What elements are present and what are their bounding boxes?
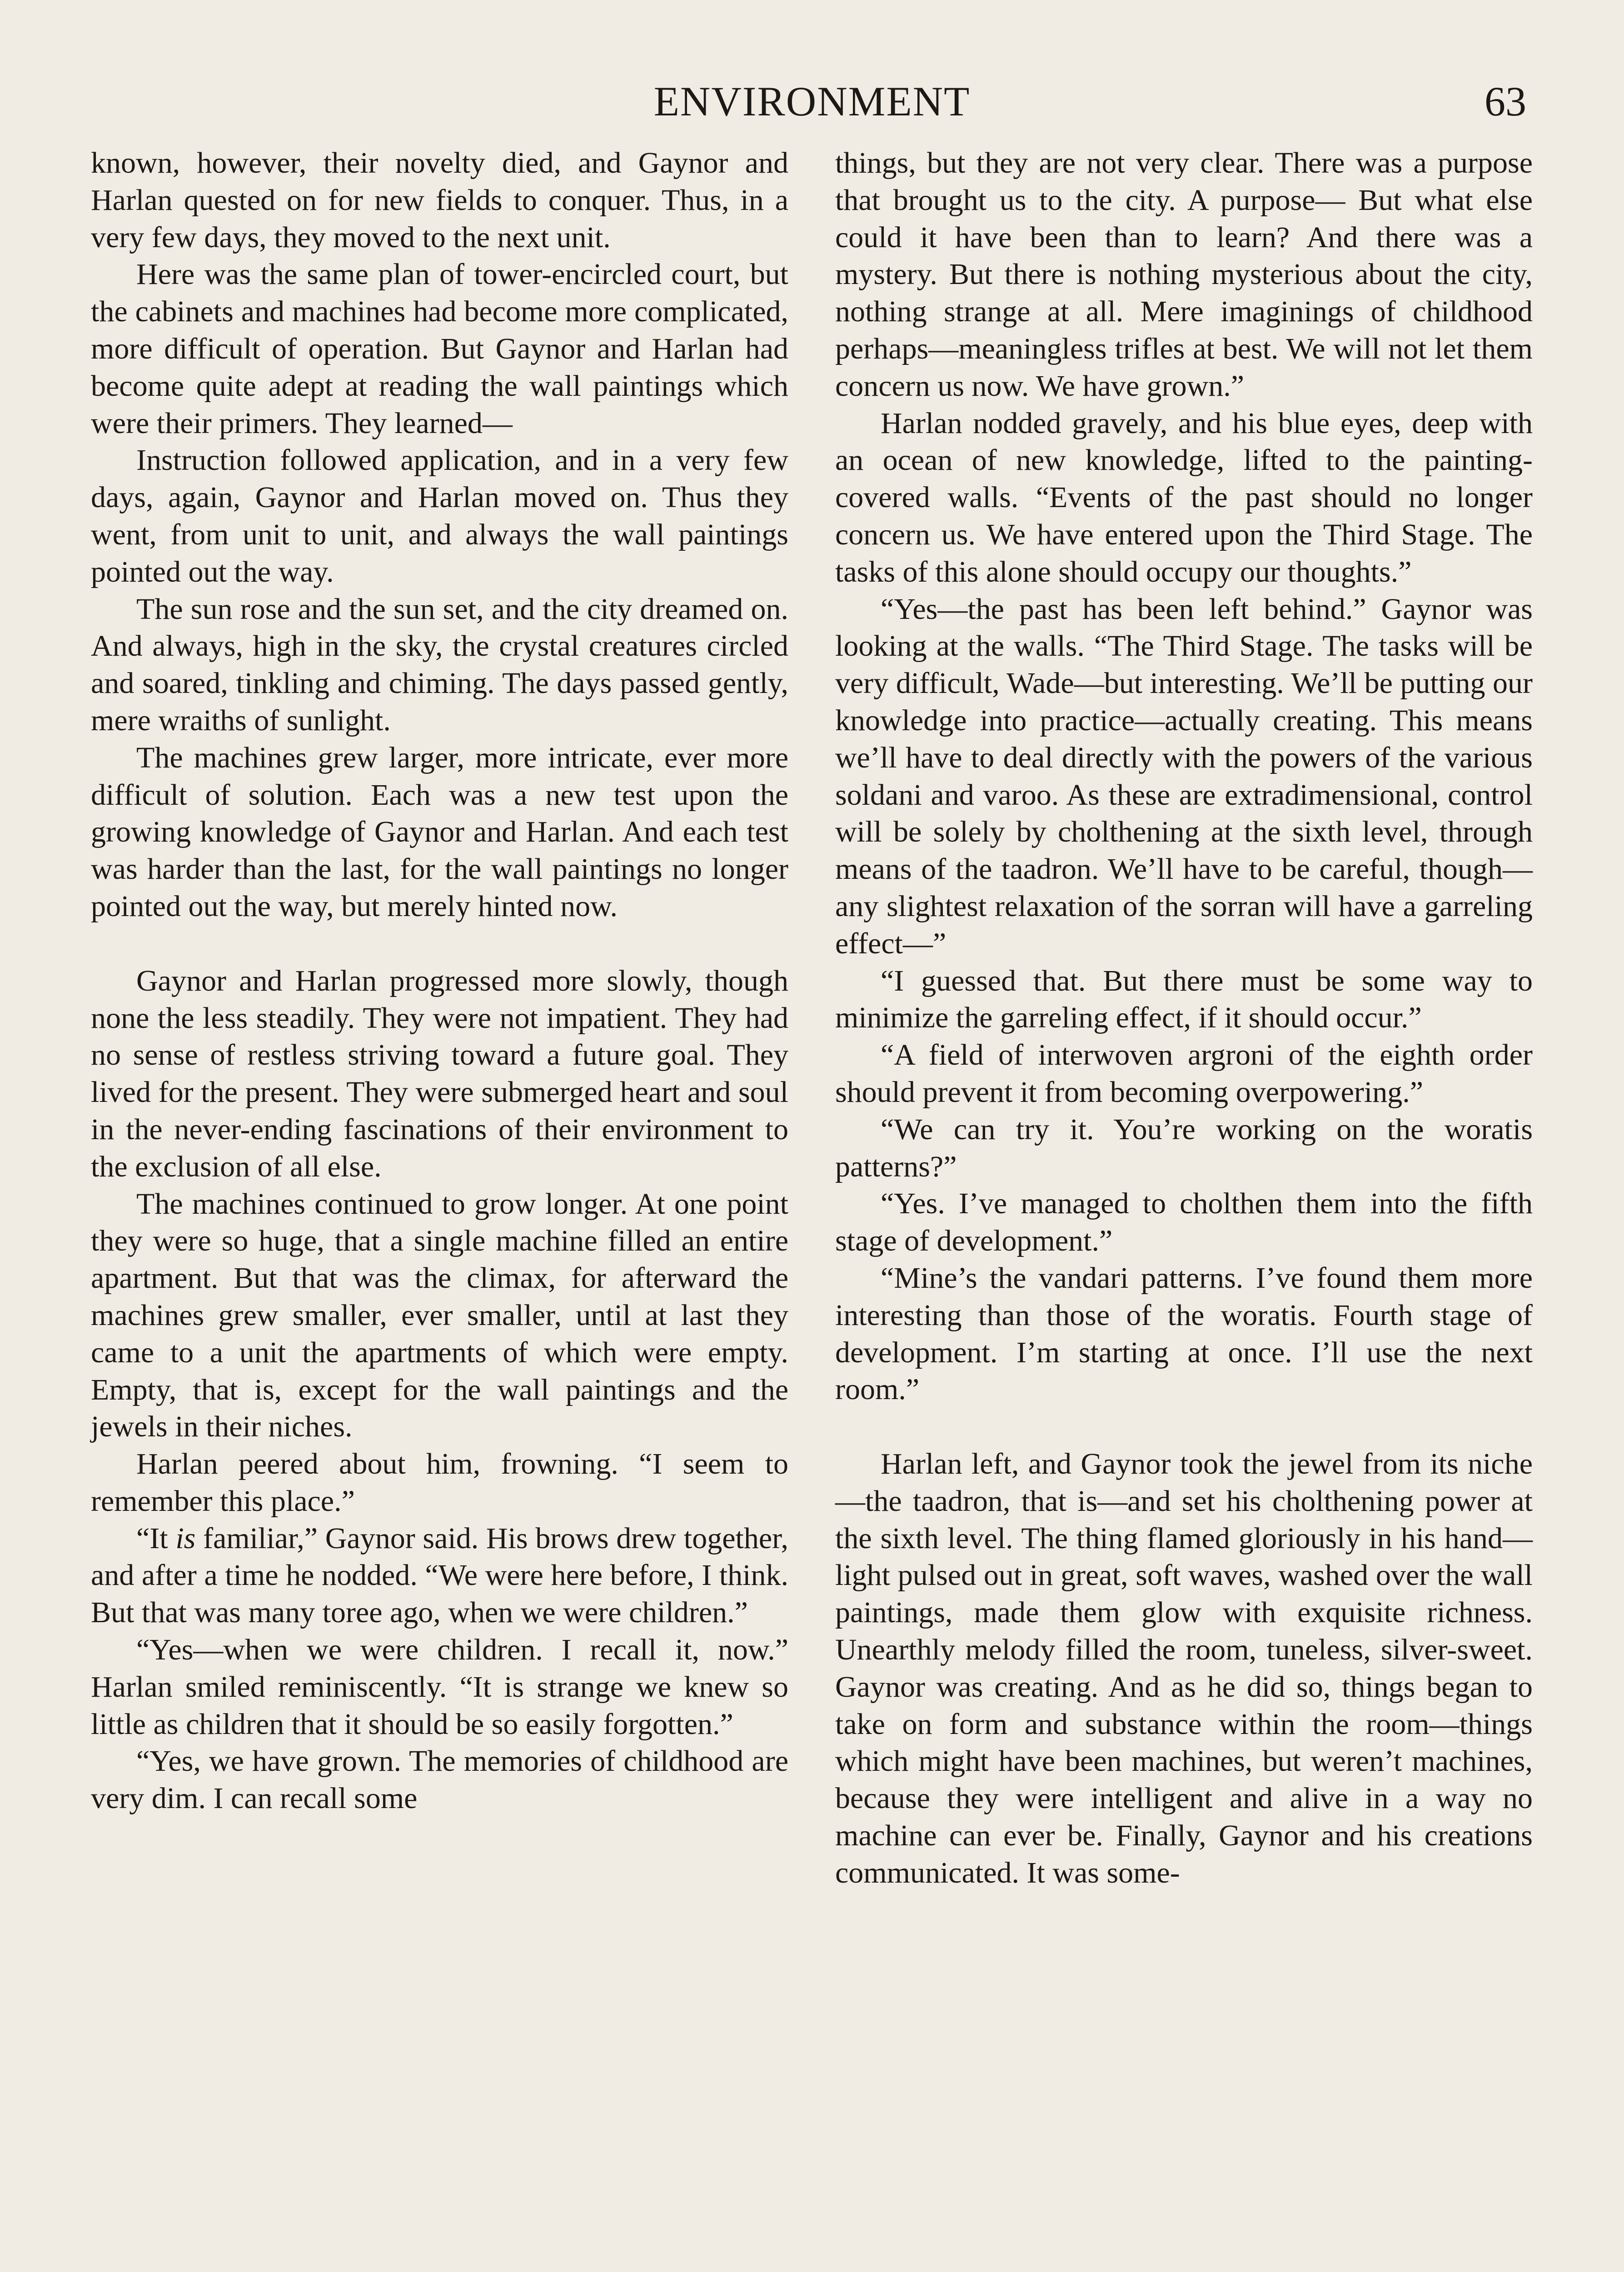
paragraph: The machines grew larger, more intricate, ever more difficult of solution. Each was a new test upon the growing knowledge of Gaynor and Harlan. And each test was harder than the last, for the wall paintings no longer pointed out the way, but merely hinted now. — [91, 741, 788, 923]
paragraph: The machines continued to grow longer. At one point they were so huge, that a single machine filled an entire apartment. But that was the climax, for afterward the machines grew smaller, ever smaller, until at last they came to a unit the apartments of which were empty. Empty, that is, except for the wall paintings and the jewels in their niches. — [91, 1187, 788, 1444]
emphasis-text: is — [175, 1521, 196, 1555]
paragraph: things, but they are not very clear. There was a purpose that brought us to the city. A purpose— But what else could it have been than to learn? And there was a mystery. But there is nothing mysterious about the city, nothing strange at all. Mere imaginings of childhood perhaps—meaningless trifles at best. We will not let them concern us now. We have grown.” — [835, 146, 1533, 403]
paragraph: known, however, their novelty died, and Gaynor and Harlan quested on for new fields to conquer. Thus, in a very few days, they moved to the next unit. — [91, 146, 788, 254]
paragraph: Harlan nodded gravely, and his blue eyes, deep with an ocean of new knowledge, lifted to the painting-covered walls. “Events of the past should no longer concern us. We have entered upon the Third Stage. The tasks of this alone should occupy our thoughts.” — [835, 406, 1533, 588]
paragraph-text: “It — [136, 1521, 176, 1555]
paragraph: The sun rose and the sun set, and the city dreamed on. And always, high in the sky, the crystal creatures circled and soared, tinkling and chiming. The days passed gently, mere wraiths of sunlight. — [91, 592, 788, 737]
paragraph: “We can try it. You’re working on the woratis patterns?” — [835, 1112, 1533, 1183]
paragraph: “Yes—when we were children. I recall it, now.” Harlan smiled reminiscently. “It is strange we knew so little as children that it should be so easily forgotten.” — [91, 1633, 788, 1741]
running-title: ENVIRONMENT — [653, 78, 971, 125]
paragraph: “I guessed that. But there must be some way to minimize the garreling effect, if it should occur.” — [835, 964, 1533, 1035]
paragraph: “A field of interwoven argroni of the eighth order should prevent it from becoming overpowering.” — [835, 1038, 1533, 1109]
paragraph — [91, 1520, 788, 1631]
paragraph: “Yes, we have grown. The memories of childhood are very dim. I can recall some — [91, 1744, 788, 1815]
paragraph: Instruction followed application, and in a very few days, again, Gaynor and Harlan moved on. Thus they went, from unit to unit, and always the wall paintings pointed out the way. — [91, 443, 788, 588]
paragraph: “Yes. I’ve managed to cholthen them into the fifth stage of development.” — [835, 1187, 1533, 1258]
section-break — [91, 925, 788, 962]
paragraph: “Yes—the past has been left behind.” Gaynor was looking at the walls. “The Third Stage. The tasks will be very difficult, Wade—but interesting. We’ll be putting our knowledge into practice—actually creating. This means we’ll have to deal directly with the powers of the various soldani and varoo. As these are extradimensional, control will be solely by cholthening at the sixth level, through means of the taadron. We’ll have to be careful, though—any slightest relaxation of the sorran will have a garreling effect—” — [835, 592, 1533, 960]
paragraph: Harlan peered about him, frowning. “I seem to remember this place.” — [91, 1447, 788, 1518]
page-number: 63 — [1485, 78, 1526, 125]
paragraph: Gaynor and Harlan progressed more slowly, though none the less steadily. They were not impatient. They had no sense of restless striving toward a future goal. They lived for the present. They were submerged heart and soul in the never-ending fascinations of their environment to the exclusion of all else. — [91, 964, 788, 1183]
paragraph: Here was the same plan of tower-encircled court, but the cabinets and machines had become more complicated, more difficult of operation. But Gaynor and Harlan had become quite adept at reading the wall paintings which were their primers. They learned— — [91, 258, 788, 440]
right-column — [835, 144, 1533, 1892]
paragraph-text: familiar,” Gaynor said. His brows drew together, and after a time he nodded. “We were here before, I think. But that was many toree ago, when we were children.” — [91, 1521, 789, 1629]
left-column — [91, 144, 788, 1817]
paragraph: Harlan left, and Gaynor took the jewel from its niche—the taadron, that is—and set his cholthening power at the sixth level. The thing flamed gloriously in his hand—light pulsed out in great, soft waves, washed over the wall paintings, made them glow with exquisite richness. Unearthly melody filled the room, tuneless, silver-sweet. Gaynor was creating. And as he did so, things began to take on form and substance within the room—things which might have been machines, but weren’t machines, because they were intelligent and alive in a way no machine can ever be. Finally, Gaynor and his creations communicated. It was some- — [835, 1447, 1533, 1889]
paragraph: “Mine’s the vandari patterns. I’ve found them more interesting than those of the woratis. Fourth stage of development. I’m starting at once. I’ll use the next room.” — [835, 1261, 1533, 1406]
section-break — [835, 1408, 1533, 1445]
